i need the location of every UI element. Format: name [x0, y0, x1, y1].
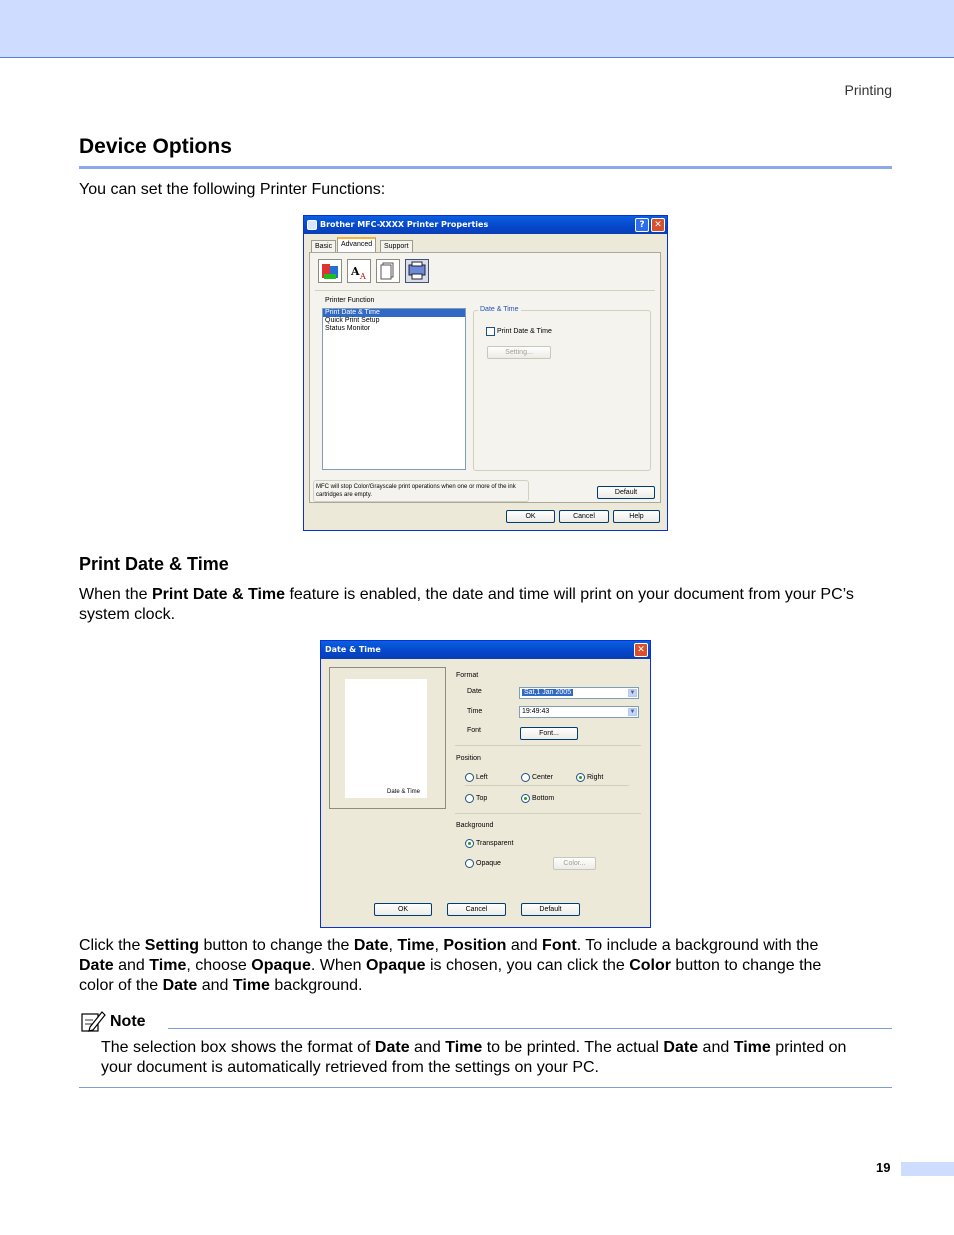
- text-run-bold: Date: [663, 1039, 699, 1056]
- toolbar-separator: [315, 290, 655, 291]
- position-right-label: Right: [587, 774, 604, 781]
- note-text: [101, 1038, 892, 1078]
- font-button[interactable]: Font...: [520, 727, 578, 740]
- text-run: to be printed. The actual: [482, 1039, 664, 1056]
- date-format-select[interactable]: [519, 687, 639, 699]
- page-number: 19: [876, 1160, 891, 1175]
- default-button[interactable]: Default: [521, 903, 580, 916]
- position-bottom-label: Bottom: [532, 795, 555, 802]
- position-center-label: Center: [532, 774, 554, 781]
- setting-button[interactable]: Setting...: [487, 346, 551, 359]
- background-opaque-label: Opaque: [476, 860, 501, 867]
- list-item[interactable]: Quick Print Setup: [325, 317, 380, 324]
- date-format-value: Sat,1 Jan 2005: [524, 689, 572, 696]
- date-label: Date: [467, 688, 482, 695]
- text-run: . To include a background with the: [576, 937, 819, 954]
- position-separator: [455, 813, 641, 814]
- text-run-bold: Opaque: [365, 957, 426, 974]
- default-button[interactable]: Default: [597, 486, 655, 499]
- body-paragraph: [79, 936, 892, 996]
- dialog-title: Date & Time: [325, 645, 381, 654]
- background-transparent-radio[interactable]: [465, 839, 474, 848]
- cancel-button[interactable]: Cancel: [447, 903, 506, 916]
- position-center-radio[interactable]: [521, 773, 530, 782]
- text-run-bold: Date: [374, 1039, 410, 1056]
- background-opaque-radio[interactable]: [465, 859, 474, 868]
- svg-text:A: A: [360, 272, 366, 281]
- tab-basic[interactable]: Basic: [311, 240, 336, 252]
- cancel-button[interactable]: Cancel: [559, 510, 609, 523]
- background-transparent-label: Transparent: [476, 840, 514, 847]
- text-run-bold: Time: [232, 977, 270, 994]
- checkbox-label: Print Date & Time: [497, 328, 552, 335]
- page-tab: [901, 1162, 954, 1176]
- font-settings-icon[interactable]: [347, 259, 371, 283]
- list-item[interactable]: Status Monitor: [325, 325, 371, 332]
- section-rule: [79, 166, 892, 169]
- header-band: [0, 0, 954, 58]
- list-item[interactable]: Print Date & Time: [323, 309, 465, 317]
- color-settings-icon[interactable]: [318, 259, 342, 283]
- help-icon[interactable]: ?: [635, 218, 649, 232]
- text-run: your document is automatically retrieved from the settings on your PC.: [101, 1059, 599, 1076]
- background-label: Background: [456, 822, 494, 829]
- printer-function-list[interactable]: [322, 308, 466, 470]
- close-icon[interactable]: ✕: [651, 218, 665, 232]
- position-left-radio[interactable]: [465, 773, 474, 782]
- text-run-bold: Color: [629, 957, 671, 974]
- close-icon[interactable]: ✕: [634, 643, 648, 657]
- chevron-down-icon[interactable]: ▼: [629, 690, 636, 696]
- section-title: Device Options: [79, 135, 232, 158]
- text-run: and: [197, 977, 233, 994]
- preview-label: Date & Time: [387, 789, 421, 795]
- text-run-bold: Time: [445, 1039, 483, 1056]
- text-run-bold: Time: [149, 957, 187, 974]
- printer-icon: [307, 220, 317, 230]
- note-rule: [168, 1028, 892, 1029]
- note-title: Note: [110, 1013, 146, 1030]
- print-date-time-checkbox[interactable]: [486, 327, 495, 336]
- time-format-select[interactable]: [519, 706, 639, 718]
- dialog-title: Brother MFC-XXXX Printer Properties: [320, 220, 489, 229]
- text-run: feature is enabled, the date and time will print on your document from your PC’s: [285, 586, 854, 603]
- text-run: and: [409, 1039, 446, 1056]
- position-divider: [465, 785, 629, 786]
- position-top-label: Top: [476, 795, 488, 802]
- text-run: printed on: [770, 1039, 847, 1056]
- chevron-down-icon[interactable]: ▼: [629, 709, 636, 715]
- preview-page: [345, 679, 427, 798]
- dialog-titlebar: [304, 216, 667, 234]
- text-run: is chosen, you can click the: [425, 957, 630, 974]
- format-label: Format: [456, 672, 479, 679]
- position-top-radio[interactable]: [465, 794, 474, 803]
- text-run: system clock.: [79, 606, 176, 623]
- text-run-bold: Date: [353, 937, 389, 954]
- text-run-bold: Print Date & Time: [151, 586, 286, 603]
- position-label: Position: [456, 755, 481, 762]
- text-run-bold: Opaque: [251, 957, 311, 974]
- position-right-radio[interactable]: [576, 773, 585, 782]
- device-options-icon[interactable]: [405, 259, 429, 283]
- subsection-paragraph: [79, 585, 892, 625]
- running-head: Printing: [844, 82, 892, 98]
- help-button[interactable]: Help: [613, 510, 660, 523]
- text-run: and: [698, 1039, 734, 1056]
- printer-function-label: Printer Function: [325, 297, 375, 304]
- note-rule: [79, 1087, 892, 1088]
- time-format-value: 19:49:43: [522, 708, 550, 715]
- text-run: and: [113, 957, 150, 974]
- text-run-bold: Time: [733, 1039, 771, 1056]
- copy-settings-icon[interactable]: [376, 259, 400, 283]
- dialog-titlebar: [321, 641, 650, 659]
- text-run-bold: Setting: [144, 937, 200, 954]
- text-run: . When: [310, 957, 366, 974]
- color-button[interactable]: Color...: [553, 857, 596, 870]
- text-run: button to change the: [670, 957, 822, 974]
- text-run-bold: Time: [397, 937, 435, 954]
- section-intro: You can set the following Printer Functions:: [79, 181, 386, 198]
- ok-button[interactable]: OK: [374, 903, 432, 916]
- text-run: When the: [79, 586, 152, 603]
- text-run: , choose: [186, 957, 252, 974]
- tab-support[interactable]: Support: [380, 240, 413, 252]
- text-run: color of the: [79, 977, 163, 994]
- font-label: Font: [467, 727, 482, 734]
- text-run: ,: [434, 937, 444, 954]
- format-separator: [455, 745, 641, 746]
- text-run-bold: Date: [79, 957, 114, 974]
- text-run: and: [506, 937, 543, 954]
- position-bottom-radio[interactable]: [521, 794, 530, 803]
- note-pencil-icon: [81, 1009, 107, 1033]
- text-run: Click the: [79, 937, 145, 954]
- text-run: button to change the: [199, 937, 354, 954]
- svg-text:A: A: [351, 265, 360, 278]
- text-run-bold: Font: [542, 937, 577, 954]
- text-run: background.: [269, 977, 363, 994]
- text-run-bold: Date: [162, 977, 198, 994]
- time-label: Time: [467, 708, 483, 715]
- subsection-title: Print Date & Time: [79, 554, 229, 574]
- text-run-bold: Position: [443, 937, 507, 954]
- status-message: MFC will stop Color/Grayscale print operations when one or more of the ink cartridges are empty.: [316, 484, 516, 498]
- text-run: The selection box shows the format of: [101, 1039, 375, 1056]
- text-run: ,: [388, 937, 398, 954]
- ok-button[interactable]: OK: [506, 510, 555, 523]
- position-left-label: Left: [476, 774, 488, 781]
- tab-advanced[interactable]: Advanced: [337, 237, 376, 252]
- group-title: Date & Time: [480, 306, 519, 313]
